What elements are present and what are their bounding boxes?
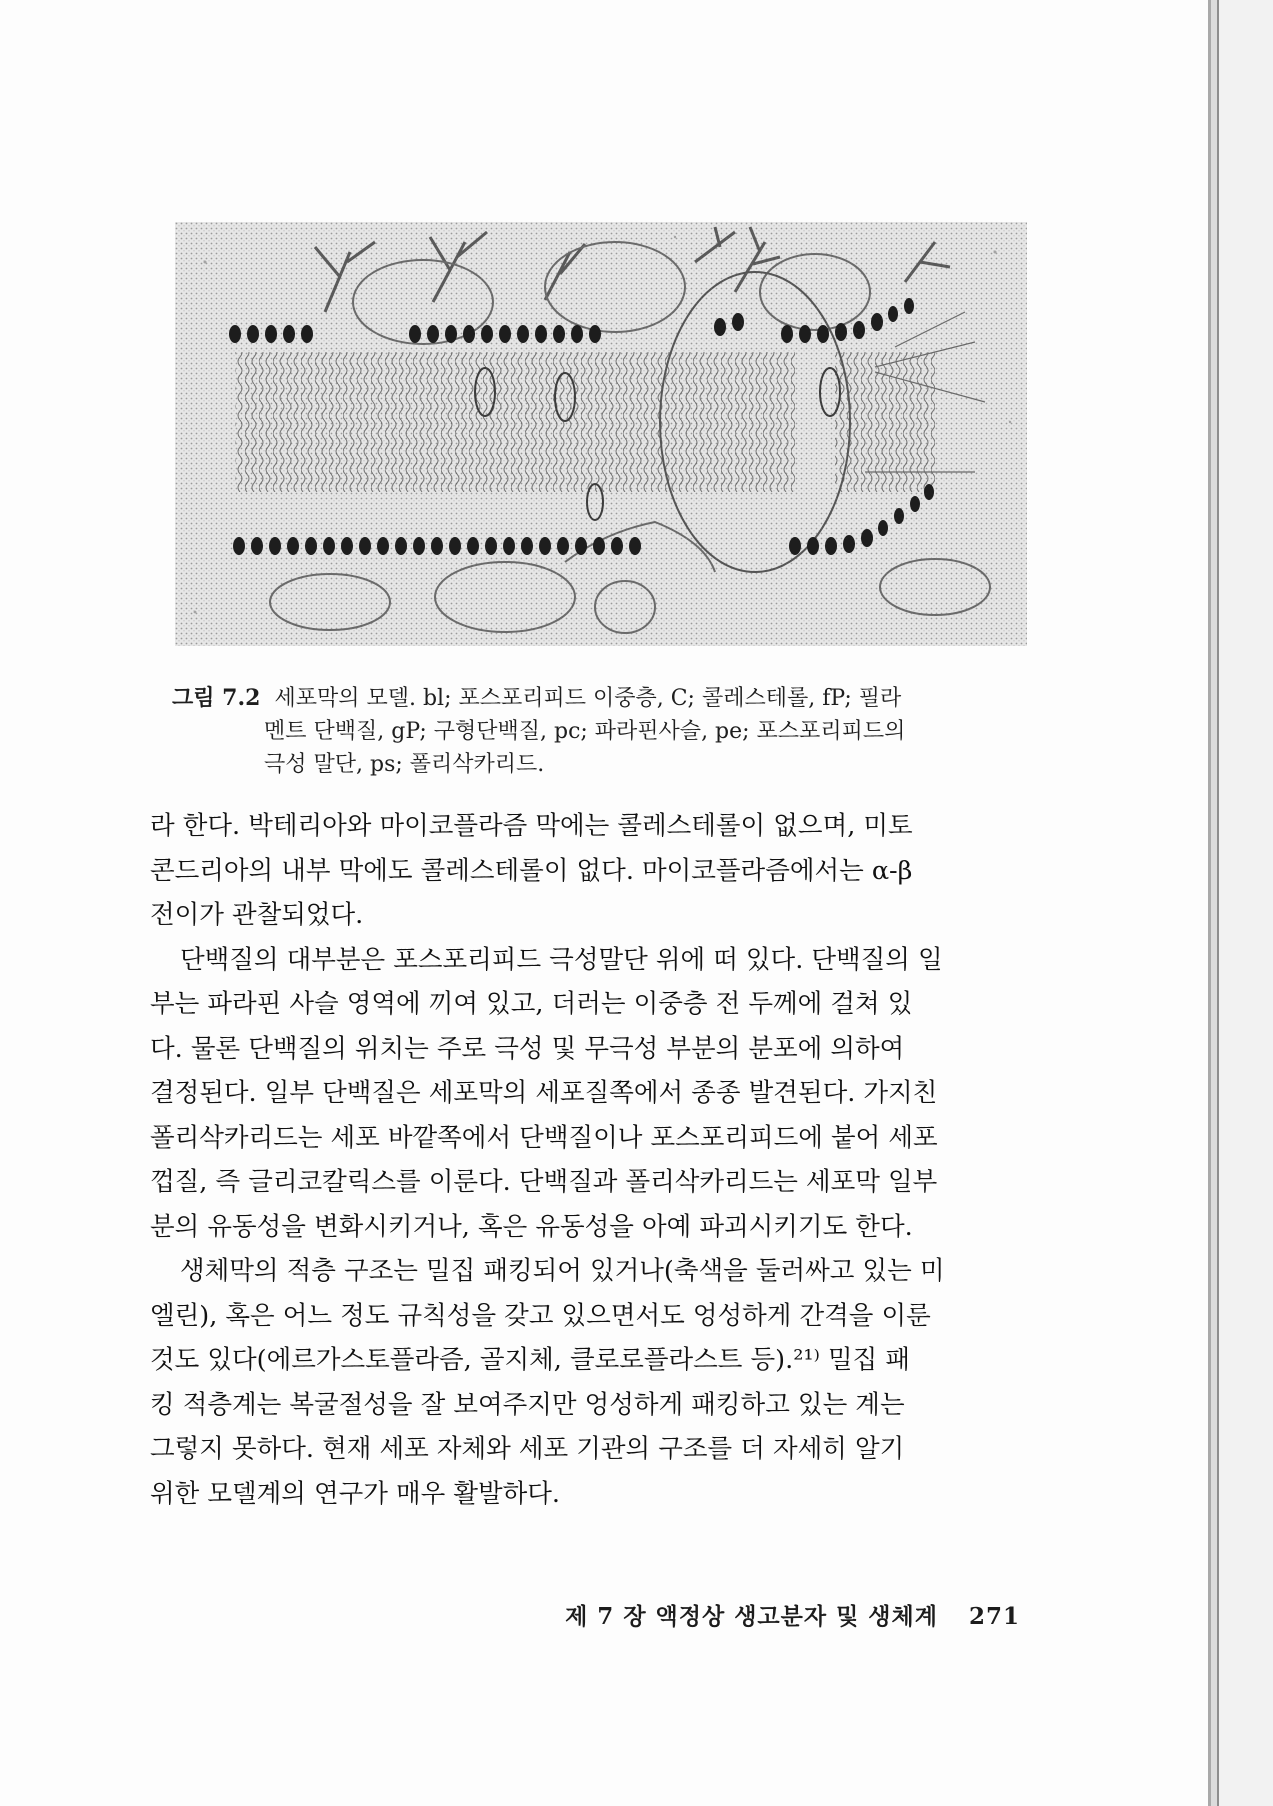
text-line: 폴리삭카리드는 세포 바깥쪽에서 단백질이나 포스포리피드에 붙어 세포 [150, 1122, 938, 1153]
body-text [150, 804, 1022, 1516]
text-line: 엘린), 혹은 어느 정도 규칙성을 갖고 있으면서도 엉성하게 간격을 이룬 [150, 1300, 931, 1331]
text-line: 결정된다. 일부 단백질은 세포막의 세포질쪽에서 종종 발견된다. 가지친 [150, 1078, 938, 1108]
caption-label: 그림 7.2 [172, 685, 261, 711]
paragraph [150, 804, 1022, 938]
text-line: 껍질, 즉 글리코칼릭스를 이룬다. 단백질과 폴리삭카리드는 세포막 일부 [150, 1167, 938, 1197]
membrane-model-illustration [175, 222, 1027, 646]
text-line: 단백질의 대부분은 포스포리피드 극성말단 위에 떠 있다. 단백질의 일 [180, 944, 943, 975]
text-line: 킹 적층계는 복굴절성을 잘 보여주지만 엉성하게 패킹하고 있는 계는 [150, 1389, 905, 1420]
text-line: 그렇지 못하다. 현재 세포 자체와 세포 기관의 구조를 더 자세히 알기 [150, 1434, 905, 1464]
text-line: 것도 있다(에르가스토플라즘, 골지체, 클로로플라스트 등).²¹⁾ 밀집 패 [150, 1345, 911, 1375]
caption-line-2: 멘트 단백질, gP; 구형단백질, pc; 파라핀사슬, pe; 포스포리피드의 [264, 719, 906, 744]
caption-line-3: 극성 말단, ps; 폴리삭카리드. [264, 752, 545, 777]
figure-caption [172, 682, 1032, 781]
text-line: 위한 모델계의 연구가 매우 활발하다. [150, 1478, 561, 1509]
running-head: 제 7 장 액정상 생고분자 및 생체계 [565, 1603, 938, 1630]
page-footer [540, 1598, 1020, 1631]
paraffin-chain-region [235, 352, 795, 492]
page-number: 271 [968, 1603, 1020, 1630]
text-line: 분의 유동성을 변화시키거나, 혹은 유동성을 아예 파괴시키기도 한다. [150, 1211, 913, 1242]
text-line: 전이가 관찰되었다. [150, 900, 364, 930]
text-line: 콘드리아의 내부 막에도 콜레스테롤이 없다. 마이코플라즘에서는 α-β [150, 855, 913, 886]
page-edge-line [1217, 0, 1219, 1806]
text-line: 생체막의 적층 구조는 밀집 패킹되어 있거나(축색을 둘러싸고 있는 미 [180, 1256, 945, 1286]
text-line: 라 한다. 박테리아와 마이코플라즘 막에는 콜레스테롤이 없으며, 미토 [150, 811, 913, 841]
paragraph [150, 938, 1022, 1250]
text-line: 다. 물론 단백질의 위치는 주로 극성 및 무극성 부분의 분포에 의하여 [150, 1033, 905, 1064]
caption-line-1: 세포막의 모델. bl; 포스포리피드 이중층, C; 콜레스테롤, fP; 필라 [274, 686, 902, 711]
text-line: 부는 파라핀 사슬 영역에 끼여 있고, 더러는 이중층 전 두께에 걸쳐 있 [150, 989, 913, 1019]
paragraph [150, 1249, 1022, 1516]
membrane-model-figure [175, 222, 1027, 646]
